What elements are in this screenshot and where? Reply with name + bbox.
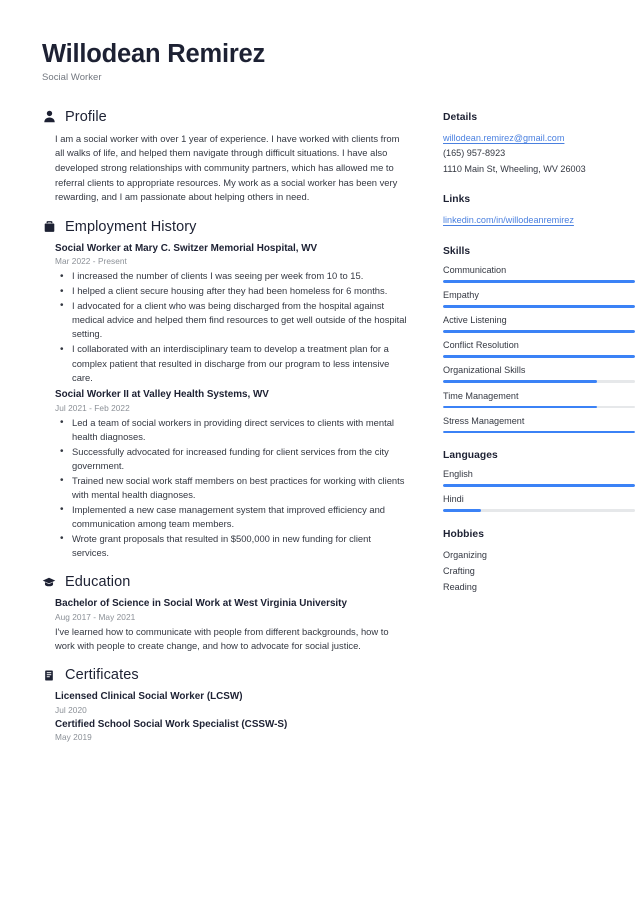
language-fill [443,484,635,487]
skill-item [443,265,635,283]
section-title-education: Education [65,574,131,591]
skill-label: Active Listening [443,315,507,326]
entry-description: I've learned how to communicate with people from different backgrounds, how to work with people to create change, and how to advocate for social justice. [55,625,389,652]
entry-title: Certified School Social Work Specialist (CSSW-S) [55,718,288,730]
hobby-item: Organizing [443,549,487,560]
resume-header [42,40,600,83]
hobby-item: Crafting [443,565,475,576]
skill-track [443,305,635,308]
bullet-item: • Implemented a new case management system that improved efficiency and communication among team members. [55,503,408,532]
skill-track [443,280,635,283]
profile-heading [42,109,408,125]
phone-text: (165) 957-8923 [443,148,506,159]
skill-fill [443,355,635,358]
skill-fill [443,330,635,333]
skill-label: Organizational Skills [443,365,526,376]
sidebar-languages [443,450,635,512]
entry-title: Bachelor of Science in Social Work at West Virginia University [55,598,347,610]
bullet-item: • Wrote grant proposals that resulted in $500,000 in new funding for client services. [55,532,408,561]
section-title-profile: Profile [65,108,107,125]
hobby-item: Reading [443,581,477,592]
sidebar-hobbies [443,529,635,595]
sidebar-title-links: Links [443,194,471,206]
education-heading [42,574,408,590]
skill-label: Stress Management [443,415,525,426]
skill-fill [443,280,635,283]
sidebar-title-hobbies: Hobbies [443,528,484,540]
skill-fill [443,305,635,308]
skill-label: Empathy [443,290,479,301]
section-education [42,574,408,653]
sidebar-title-details: Details [443,111,478,123]
section-title-certificates: Certificates [65,667,139,684]
certificate-entry [42,718,408,742]
person-icon [42,109,56,124]
bullet-item: • I helped a client secure housing after they had been homeless for 6 months. [55,284,408,298]
candidate-job-title: Social Worker [42,71,102,83]
skill-item [443,290,635,308]
profile-text: I am a social worker with over 1 year of experience. I have worked with clients from all walks of life, and helped them navigate through difficult situations. I have also developed strong relationships with community partners, which has allowed me to referral clients to appropriate resources. My work as a social worker has been very rewarding, and I am passionate about helping others in need. [55,132,400,203]
skill-track [443,355,635,358]
skill-label: Conflict Resolution [443,340,519,351]
email-link[interactable]: willodean.remirez@gmail.com [443,132,565,143]
skill-item [443,391,635,409]
main-column [42,109,408,757]
skill-item [443,365,635,383]
skill-track [443,406,635,409]
skill-label: Communication [443,265,507,276]
sidebar-title-skills: Skills [443,246,471,258]
bullet-item: • Led a team of social workers in providing direct services to clients with mental health diagnoses. [55,416,408,445]
sidebar-title-languages: Languages [443,450,498,462]
section-title-employment: Employment History [65,218,197,235]
sidebar-skills [443,246,635,433]
language-label: English [443,469,473,480]
employment-entry [42,242,408,385]
employment-heading [42,219,408,235]
language-fill [443,509,481,512]
address-text: 1110 Main St, Wheeling, WV 26003 [443,163,586,174]
language-track [443,509,635,512]
sidebar-links [443,194,635,229]
resume-body [42,109,600,757]
graduation-cap-icon [42,575,56,590]
section-employment [42,219,408,561]
skill-track [443,330,635,333]
entry-date: Aug 2017 - May 2021 [55,611,136,622]
section-certificates [42,667,408,742]
skill-item [443,315,635,333]
entry-date: Jul 2020 [55,704,87,715]
language-item [443,494,635,512]
bullet-item: • I increased the number of clients I was seeing per week from 10 to 15. [55,269,408,283]
education-entry [42,597,408,653]
sidebar-column [443,109,635,613]
candidate-name: Willodean Remirez [42,40,266,68]
entry-date: Jul 2021 - Feb 2022 [55,402,130,413]
entry-bullets [55,416,408,561]
briefcase-icon [42,219,56,234]
skill-fill [443,406,597,409]
skill-item [443,416,635,434]
skill-track [443,380,635,383]
entry-title: Social Worker II at Valley Health Systems, WV [55,389,269,401]
language-label: Hindi [443,494,464,505]
certificate-entry [42,690,408,714]
certificate-icon [42,668,56,683]
skill-track [443,431,635,434]
bullet-item: • Trained new social work staff members on best practices for working with clients with mental health diagnoses. [55,474,408,503]
bullet-item: • I collaborated with an interdisciplinary team to develop a treatment plan for a complex patient that resulted in discharge from our program to less intensive care. [55,342,408,385]
linkedin-link[interactable]: linkedin.com/in/willodeanremirez [443,215,574,226]
skill-label: Time Management [443,390,519,401]
language-item [443,469,635,487]
entry-title: Licensed Clinical Social Worker (LCSW) [55,691,243,703]
language-track [443,484,635,487]
bullet-item: • Successfully advocated for increased funding for client services from the city government. [55,445,408,474]
entry-title: Social Worker at Mary C. Switzer Memorial Hospital, WV [55,242,318,254]
entry-date: May 2019 [55,732,92,743]
employment-entry [42,388,408,560]
skill-item [443,340,635,358]
sidebar-details [443,112,635,178]
entry-date: Mar 2022 - Present [55,256,127,267]
section-profile [42,109,408,205]
certificates-heading [42,667,408,683]
entry-bullets [55,269,408,385]
bullet-item: • I advocated for a client who was being discharged from the hospital against medical advice and helped them find resources to get well outside of the hospital setting. [55,299,408,342]
skill-fill [443,380,597,383]
skill-fill [443,431,635,434]
